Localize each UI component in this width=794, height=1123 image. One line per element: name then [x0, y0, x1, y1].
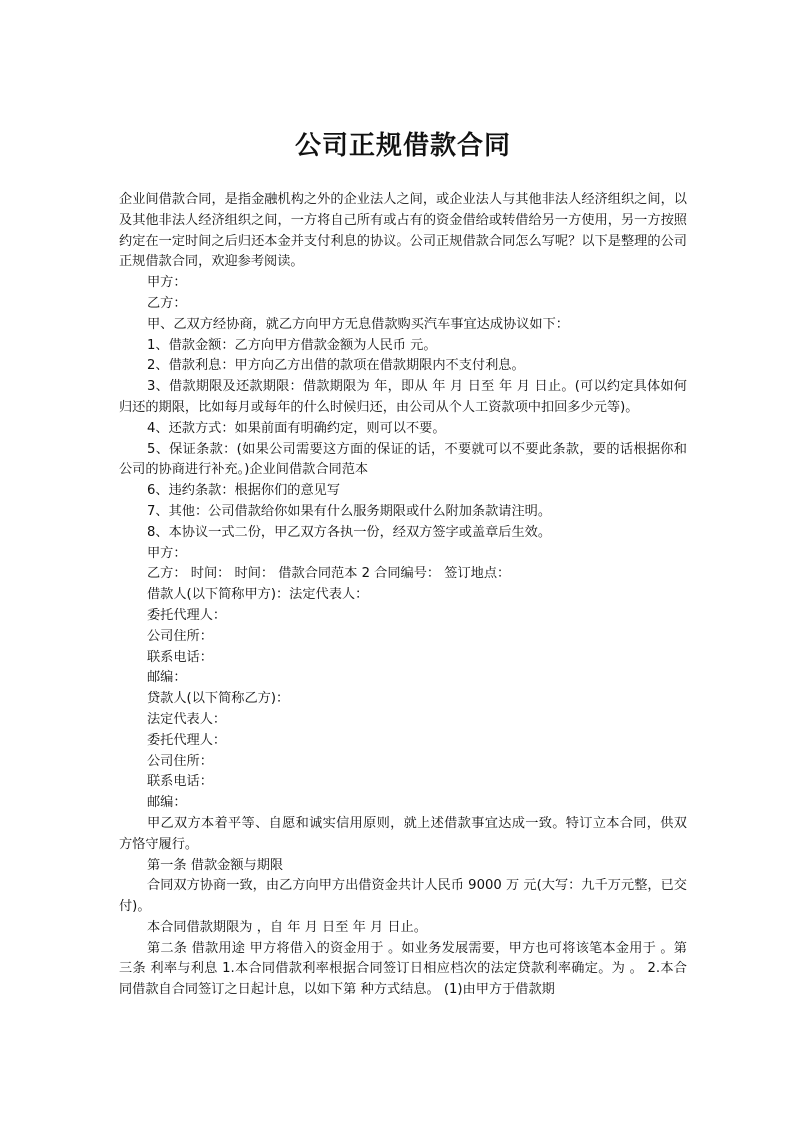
document-paragraph: 合同双方协商一致，由乙方向甲方出借资金共计人民币 9000 万 元(大写：九千万元整，已交付)。: [119, 878, 687, 915]
document-paragraph: 法定代表人：: [147, 711, 227, 727]
document-paragraph: 8、本协议一式二份，甲乙双方各执一份，经双方签字或盖章后生效。: [147, 524, 552, 540]
document-paragraph: 甲方：: [147, 545, 187, 561]
document-paragraph: 甲方：: [147, 275, 187, 291]
document-paragraph: 委托代理人：: [147, 732, 227, 748]
document-paragraph: 借款人(以下简称甲方)：法定代表人：: [147, 587, 369, 603]
document-title: 公司正规借款合同: [294, 131, 511, 161]
document-paragraph: 委托代理人：: [147, 607, 227, 623]
document-paragraph: 乙方：: [147, 295, 187, 311]
document-paragraph: 第二条 借款用途 甲方将借入的资金用于 。如业务发展需要，甲方也可将该笔本金用于 。第三条 利率与利息 1.本合同借款利率根据合同签订日相应档次的法定贷款利率确定。为 。 2.本合同借款自合同签订之日起计息，以如下第 种方式结息。 (1)由甲方于借款期: [119, 940, 687, 998]
document-paragraph: 6、违约条款：根据你们的意见写: [147, 483, 341, 499]
document-paragraph: 联系电话：: [147, 649, 213, 665]
document-paragraph: 公司住所：: [147, 753, 213, 769]
document-paragraph: 4、还款方式：如果前面有明确约定，则可以不要。: [147, 420, 446, 436]
document-paragraph: 5、保证条款：(如果公司需要这方面的保证的话，不要就可以不要此条款，要的话根据你和公司的协商进行补充。)企业间借款合同范本: [119, 441, 687, 478]
document-paragraph: 7、其他：公司借款给你如果有什么服务期限或什么附加条款请注明。: [147, 503, 552, 519]
document-paragraph: 2、借款利息：甲方向乙方出借的款项在借款期限内不支付利息。: [147, 358, 525, 374]
document-body: [119, 190, 687, 1001]
document-paragraph: 邮编：: [147, 670, 187, 686]
document-paragraph: 企业间借款合同，是指金融机构之外的企业法人之间，或企业法人与其他非法人经济组织之间，以及其他非法人经济组织之间，一方将自己所有或占有的资金借给或转借给另一方使用，另一方按照约定在一定时间之后归还本金并支付利息的协议。公司正规借款合同怎么写呢？以下是整理的公司正规借款合同，欢迎参考阅读。: [119, 192, 687, 270]
document-paragraph: 乙方： 时间： 时间： 借款合同范本 2 合同编号： 签订地点：: [147, 566, 511, 582]
document-paragraph: 第一条 借款金额与期限: [147, 857, 284, 873]
document-paragraph: 1、借款金额：乙方向甲方借款金额为人民币 元。: [147, 337, 437, 353]
document-paragraph: 3、借款期限及还款期限：借款期限为 年，即从 年 月 日至 年 月 日止。(可以约定具体如何归还的期限，比如每月或每年的什么时候归还，由公司从个人工资款项中扣回多少元等)。: [119, 379, 687, 415]
document-paragraph: 甲、乙双方经协商，就乙方向甲方无息借款购买汽车事宜达成协议如下：: [147, 316, 569, 332]
document-paragraph: 甲乙双方本着平等、自愿和诚实信用原则，就上述借款事宜达成一致。特订立本合同，供双方恪守履行。: [119, 815, 687, 852]
document-paragraph: 邮编：: [147, 795, 187, 811]
document-paragraph: 本合同借款期限为 ，自 年 月 日至 年 月 日止。: [147, 919, 427, 935]
document-paragraph: 联系电话：: [147, 774, 213, 790]
document-paragraph: 公司住所：: [147, 628, 213, 644]
document-paragraph: 贷款人(以下简称乙方)：: [147, 691, 290, 707]
